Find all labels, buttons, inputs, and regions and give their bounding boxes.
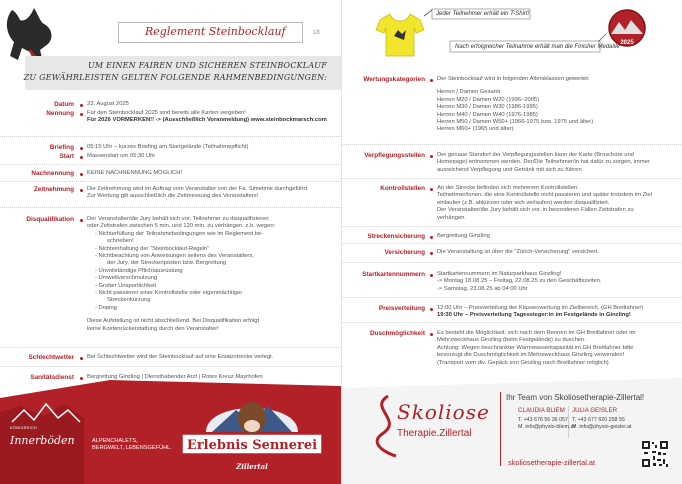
text-line: Herren / Damen Gesamt bbox=[437, 89, 501, 96]
text-line: Für 2026 VORMERKEN!! -> (Ausschließlich Voranmeldung) www.steinbockmarsch.com bbox=[87, 117, 327, 124]
bullet-dot bbox=[80, 104, 83, 107]
subtitle-line: ZU GEWÄHRLEISTEN GELTEN FOLGENDE RAHMENBEDINGUNGEN: bbox=[23, 73, 327, 82]
text-line: Homepage) entnommen werden. Der/Die Teilnehmer/in hat dafür zu sorgen, immer bbox=[437, 159, 650, 166]
shirt-note: Jeder Teilnehmer erhält ein T-Shirt! bbox=[436, 11, 530, 17]
text-line: Der Veranstalter/die Jury behält sich vor, Teilnehmer zu disqualifizieren bbox=[87, 216, 269, 222]
value-start: Massenstart um 05:30 Uhr bbox=[87, 153, 156, 159]
text-line: - Umweltverschmutzung bbox=[95, 275, 158, 282]
innerboden-name: Innerböden bbox=[10, 434, 75, 447]
label-startkarten: Startkartennummern bbox=[362, 271, 425, 278]
divider bbox=[342, 243, 682, 244]
value-verpflegung bbox=[437, 152, 675, 174]
divider bbox=[342, 144, 682, 145]
bullet-dot bbox=[430, 252, 433, 255]
website-link[interactable]: skoliosetherapie-zillertal.at bbox=[508, 458, 596, 467]
value-dusch bbox=[437, 330, 675, 367]
innerboden-tagline bbox=[92, 438, 172, 452]
divider bbox=[0, 366, 341, 367]
value-briefing: 05:15 Uhr – kurzes Briefing am Startgelände (Teilnahmepflicht) bbox=[87, 144, 249, 150]
page-number: 18 bbox=[313, 30, 320, 36]
value-zeitnehmung bbox=[87, 186, 332, 201]
bullet-dot bbox=[80, 219, 83, 222]
value-wertung bbox=[437, 76, 675, 134]
text-line: einlaufen (z.B. abkürzen oder sich verlaufen) werden disqualifiziert. bbox=[437, 199, 610, 206]
text-line: der Jury, der Streckenposten bzw. Bergrettung bbox=[107, 260, 227, 267]
label-nennung: Nennung bbox=[46, 110, 74, 117]
divider bbox=[342, 322, 682, 323]
value-sanitaetsdienst: Bergrettung Ginzling | Diensthabender Arzt | Rotes Kreuz Mayrhofen bbox=[87, 374, 263, 380]
divider bbox=[342, 226, 682, 227]
text-line: - Nichtbeachtung von Anweisungen seitens des Veranstalters, bbox=[95, 253, 254, 260]
label-kontroll: Kontrollstellen bbox=[380, 185, 425, 192]
bullet-dot bbox=[430, 308, 433, 311]
label-zeitnehmung: Zeitnehmung bbox=[33, 186, 74, 193]
label-briefing: Briefing bbox=[49, 144, 74, 151]
text-line: Diese Aufstellung ist nicht abschließend. Bei Disqualifikation erfolgt bbox=[87, 318, 260, 325]
sennerei-title: Erlebnis Sennerei bbox=[186, 438, 318, 453]
text-line: - Nichteinhaltung der "Steinbocklauf-Regeln" bbox=[95, 245, 210, 252]
text-line: - Nichterfüllung der Teilnahmebedingungen wie im Reglement be- bbox=[95, 230, 264, 237]
text-line: - Grober Unsportlichkeit bbox=[95, 282, 157, 289]
text-line: Die Zeitnehmung wird im Auftrag vom Veranstalter von der Fa. Simetime durchgeführt. bbox=[87, 186, 309, 192]
value-preis bbox=[437, 305, 675, 320]
text-line: - Unvollständige Pflichtausrüstung bbox=[95, 267, 183, 274]
team-title: Ihr Team von Skoliosetherapie-Zillertal! bbox=[506, 393, 645, 402]
text-line: Mehrzweckhaus Ginzling (beim Festgelände) zu duschen. bbox=[437, 337, 586, 344]
text-line: -> Samstag, 23.08.25 ab 04:00 Uhr bbox=[437, 285, 528, 292]
text-line: Herren M40 / Damen W40 (1976-1985) bbox=[437, 111, 538, 118]
text-line: Herren M60+ (1965 und älter) bbox=[437, 126, 514, 133]
medal-year: 2025 bbox=[620, 40, 634, 46]
subtitle bbox=[17, 60, 327, 84]
subtitle-line: UM EINEN FAIREN UND SICHEREN STEINBOCKLAUF bbox=[87, 61, 327, 70]
divider bbox=[0, 136, 341, 137]
text-line: ausreichend Verpflegung und Getränk mit sich zu führen. bbox=[437, 166, 584, 173]
text-line: - Doping bbox=[95, 304, 117, 311]
bullet-dot bbox=[80, 156, 83, 159]
bullet-dot bbox=[80, 173, 83, 176]
text-line: bevorzugt die Duschmöglichkeit im Mehrzweckhaus Ginzling verwenden! bbox=[437, 352, 625, 359]
text-line: Herren M20 / Damen W20 (1996–2005) bbox=[437, 96, 540, 103]
person2-contact bbox=[572, 417, 632, 432]
text-line: oder Zeitstrafen zwischen 5 min. und 120 min. zu verhängen, z.b. wegen: bbox=[87, 223, 276, 230]
phone-number: T. +43 676 56 36 057 bbox=[518, 417, 568, 423]
label-strecke: Streckensicherung bbox=[367, 233, 425, 240]
label-nachnennung: Nachnennung bbox=[31, 170, 74, 177]
bullet-dot bbox=[80, 147, 83, 150]
tagline-line: ALPENCHALETS, bbox=[92, 438, 138, 444]
label-start: Start bbox=[59, 153, 74, 160]
page-title: Reglement Steinbocklauf bbox=[145, 25, 286, 38]
text-line: An der Strecke befinden sich mehrerem Kontrollstellen. bbox=[437, 185, 579, 191]
skoliose-logo-text: Skoliose bbox=[397, 400, 490, 424]
text-line: (Transport vom div. Gepäck von Ginzling nach Breitlahner möglich) bbox=[437, 359, 609, 366]
text-line: keine Kostenrückerstattung durch den Veranstalter! bbox=[87, 325, 219, 332]
bullet-dot bbox=[430, 79, 433, 82]
value-disqualifikation bbox=[87, 216, 332, 333]
bullet-dot bbox=[430, 274, 433, 277]
qr-code-icon[interactable] bbox=[641, 440, 669, 468]
label-disqualifikation: Disqualifikation bbox=[26, 216, 74, 223]
divider bbox=[342, 297, 682, 298]
bullet-dot bbox=[430, 155, 433, 158]
bullet-dot bbox=[430, 188, 433, 191]
medal-note: Nach erfolgreicher Teilnahme erhält man die Finisher Medaille bbox=[455, 44, 620, 50]
label-preis: Preisverteilung bbox=[378, 305, 425, 312]
label-dusch: Duschmöglichkeit bbox=[369, 330, 425, 337]
text-line: Herren M50 / Damen W50+ (1966-1975 bzw. 1975 und älter) bbox=[437, 119, 594, 126]
label-wertung: Wertungskategorien bbox=[363, 76, 425, 83]
value-nennung bbox=[87, 110, 332, 125]
value-strecke: Bergrettung Ginzling bbox=[437, 233, 490, 239]
label-sanitaetsdienst: Sanitätsdienst bbox=[30, 374, 74, 381]
text-line: Teilnehmer/innen, die eine Kontrollstelle nicht passieren und später trotzdem im Ziel bbox=[437, 192, 652, 199]
bullet-dot bbox=[80, 357, 83, 360]
label-datum: Datum bbox=[54, 101, 74, 108]
mountain-logo bbox=[8, 400, 84, 460]
text-line: Es besteht die Möglichkeit, sich nach dem Rennen im GH Breitlahner oder im bbox=[437, 330, 636, 336]
value-datum: 23. August 2025 bbox=[87, 101, 129, 107]
text-line: Startkartennummern im Naturparkhaus Ginzling! bbox=[437, 271, 562, 277]
text-line: Der Steinbocklauf wird in folgenden Altersklassen gewertet: bbox=[437, 76, 590, 82]
text-line: -> Montag 18.08.25 – Freitag, 22.08.25 zu den Geschäftszeiten. bbox=[437, 278, 602, 285]
divider bbox=[342, 178, 682, 179]
bullet-dot bbox=[80, 113, 83, 116]
text-line: Der Veranstalter/die Jury behält sich vor, in besonderen Fällen Zeitstrafen zu bbox=[437, 207, 634, 214]
divider bbox=[0, 207, 341, 208]
divider bbox=[0, 164, 341, 165]
text-line: Achtung: Wegen beschränkter Warmwasserkapazität im GH Breitlahner bitte bbox=[437, 344, 634, 351]
text-line: Für den Steinbocklauf 2025 sind bereits alle Karten vergeben! bbox=[87, 110, 246, 116]
right-page bbox=[341, 0, 682, 484]
email-address[interactable]: M. info@physio-bliem.at bbox=[518, 424, 575, 431]
value-versicherung: Die Veranstaltung ist über die "Zürich-Versicherung" versichert. bbox=[437, 249, 599, 255]
tshirt-icon bbox=[374, 10, 426, 60]
phone-number: T. +43 677 620 258 55 bbox=[572, 417, 625, 423]
text-line: Herren M30 / Damen W30 (1986-1995) bbox=[437, 104, 538, 111]
email-address[interactable]: M. info@physio-geisler.at bbox=[572, 424, 632, 431]
text-line: 19:30 Uhr – Preisverteilung Tagessieger:in im Festgelände in Ginzling! bbox=[437, 312, 631, 319]
divider bbox=[0, 181, 341, 182]
text-line: Streckenkürzung bbox=[107, 297, 151, 304]
person1-contact bbox=[518, 417, 575, 432]
text-line: schrieben! bbox=[107, 238, 134, 245]
person2-name: JULIA GEISLER bbox=[572, 407, 618, 414]
text-line: Der genaue Standort der Verpflegungsstellen kann der Karte (Broschüre und bbox=[437, 152, 634, 158]
text-line: - Nicht passieren einer Kontrollstelle oder eigenmächtiger bbox=[95, 290, 243, 297]
person1-name: CLAUDIA BLIEM bbox=[518, 407, 565, 414]
divider bbox=[0, 347, 341, 348]
bullet-dot bbox=[430, 236, 433, 239]
label-verpflegung: Verpflegungsstellen bbox=[364, 152, 425, 159]
bullet-dot bbox=[430, 333, 433, 336]
value-kontroll bbox=[437, 185, 675, 222]
footer-divider bbox=[500, 392, 501, 466]
label-schlechtwetter: Schlechtwetter bbox=[28, 354, 74, 361]
sennerei-subtitle: Zillertal bbox=[236, 462, 268, 471]
value-nachnennung: KEINE NACHNENNUNG MÖGLICH! bbox=[87, 170, 183, 176]
text-line: verhängen. bbox=[437, 214, 467, 221]
bullet-dot bbox=[80, 189, 83, 192]
innerboden-small: KÖNIGREICH bbox=[10, 426, 38, 430]
value-startkarten bbox=[437, 271, 675, 293]
text-line: 12:00 Uhr – Preisverteilung der Klassenwertung im Zielbereich. (GH Breitlahner) bbox=[437, 305, 644, 311]
divider bbox=[342, 262, 682, 263]
tagline-line: BERGWELT, LEBENSGEFÜHL. bbox=[92, 445, 172, 451]
label-versicherung: Versicherung bbox=[384, 249, 425, 256]
value-schlechtwetter: Bei Schlechtwetter wird der Steinbocklauf auf eine Ersatzstrecke verlegt. bbox=[87, 354, 274, 360]
skoliose-subtitle: Therapie.Zillertal bbox=[397, 428, 472, 439]
text-line: Zur Wertung gilt ausschließlich die Zeitmessung des Veranstalters! bbox=[87, 193, 259, 200]
